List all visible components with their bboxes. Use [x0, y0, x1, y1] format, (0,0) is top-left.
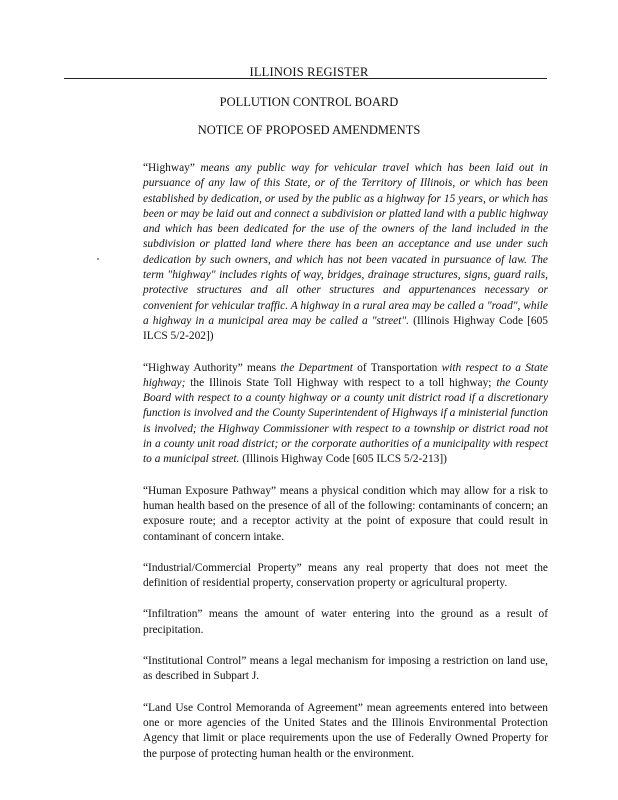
definition-text: “Highway”	[143, 162, 201, 174]
definition-text: “Highway Authority” means	[143, 361, 281, 374]
scan-speck	[97, 258, 99, 260]
definition-paragraph	[143, 701, 548, 762]
register-title: ILLINOIS REGISTER	[249, 65, 369, 79]
definition-paragraph	[143, 561, 548, 592]
definition-paragraph	[143, 654, 548, 685]
notice-title: NOTICE OF PROPOSED AMENDMENTS	[197, 123, 421, 137]
definition-paragraph	[143, 161, 548, 345]
definition-text: “Infiltration” means the amount of water entering into the ground as a result of precipitation.	[143, 608, 548, 636]
definition-text: (Illinois Highway Code [605 ILCS 5/2-202])	[143, 314, 548, 343]
definition-text: (Illinois Highway Code [605 ILCS 5/2-213])	[239, 453, 447, 466]
definition-text: of Transportation	[352, 361, 442, 374]
statutory-italic-text: with respect to a State highway;	[143, 361, 548, 389]
board-title: POLLUTION CONTROL BOARD	[219, 95, 399, 109]
definition-paragraph	[143, 361, 548, 468]
definition-text: “Land Use Control Memoranda of Agreement” mean agreements entered into between one or more agencies of the United States and the Illinois Environmental Protection Agency that limit or place requirements upon the use of Federally Owned Property for the purpose of protecting human health or the environment.	[143, 701, 548, 760]
definition-paragraph	[143, 484, 548, 545]
definition-text: “Institutional Control” means a legal mechanism for imposing a restriction on land use, as described in Subpart J.	[143, 655, 548, 683]
statutory-italic-text: means any public way for vehicular travel which has been laid out in pursuance of any law of this State, or of the Territory of Illinois, or which has been established by dedication, or used by the public as a highway for 15 years, or which has been or may be laid out and connect a subdivision or platted land with a public highway and which has been dedicated for the use of the owners of the land included in the subdivision or platted land where there has been an acceptance and use under such dedication by such owners, and which has not been vacated in pursuance of law. The term "highway" includes rights of way, bridges, drainage structures, signs, guard rails, protective structures and all other structures and appurtenances necessary or convenient for vehicular traffic. A highway in a rural area may be called a "road", while a highway in a municipal area may be called a "street".	[143, 162, 549, 327]
definition-text: “Human Exposure Pathway” means a physical condition which may allow for a risk to human health based on the presence of all of the following: contaminants of concern; an exposure route; and a receptor activity at the point of exposure that could result in contaminant of concern intake.	[143, 484, 548, 543]
definition-text: “Industrial/Commercial Property” means any real property that does not meet the definition of residential property, conservation property or agricultural property.	[143, 561, 548, 590]
definition-paragraph	[143, 607, 548, 638]
definition-text: the Illinois State Toll Highway with respect to a toll highway;	[185, 376, 497, 389]
definitions-body	[143, 161, 548, 778]
statutory-italic-text: the Department	[280, 361, 353, 374]
statutory-italic-text: the County Board with respect to a county highway or a county unit district road if a discretionary function is involved and the County Superintendent of Highways if a ministerial function is involved; the Highway Commissioner with respect to a township or district road not in a county unit road district; or the corporate authorities of a municipality with respect to a municipal street.	[143, 376, 548, 466]
